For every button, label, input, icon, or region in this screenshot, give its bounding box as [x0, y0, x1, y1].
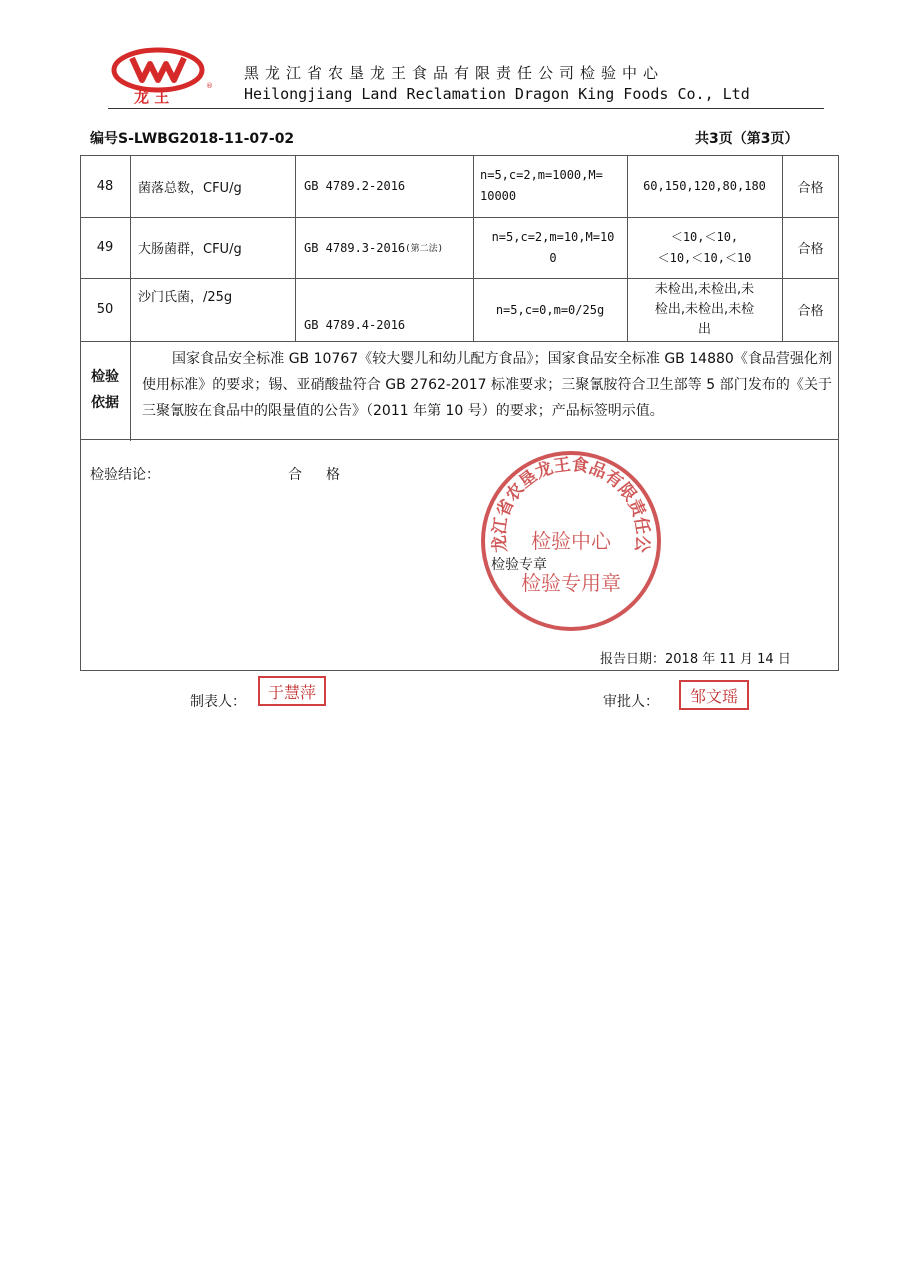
approver-signature-stamp: 邹文瑶 [679, 680, 749, 710]
result-line: 检出,未检出,未检 [654, 302, 755, 317]
page-indicator: 共3页（第3页） [695, 131, 799, 147]
table-cell-standard: n=5,c=0,m=0/25g [495, 302, 605, 317]
table-divider [130, 155, 131, 441]
table-cell-method: GB 4789.2-2016 [304, 179, 406, 193]
conclusion-label: 检验结论： [90, 467, 160, 483]
basis-label-line: 检验 [91, 369, 119, 385]
table-cell-result [627, 279, 782, 341]
table-cell-method: GB 4789.4-2016 [304, 318, 406, 332]
table-cell-no: 50 [96, 302, 114, 317]
table-cell-method [304, 217, 472, 278]
table-cell-judgement: 合格 [797, 242, 824, 257]
basis-label [80, 341, 130, 439]
table-divider [80, 439, 839, 440]
table-cell-result [627, 220, 782, 276]
conclusion-value: 合格 [288, 467, 364, 483]
result-line: 未检出,未检出,未 [654, 282, 755, 297]
method-note: (第二法) [405, 244, 443, 254]
company-name-en: Heilongjiang Land Reclamation Dragon King Foods Co., Ltd [244, 85, 750, 103]
logo-graphic [108, 46, 218, 106]
approver-label: 审批人： [603, 694, 659, 710]
svg-text:®: ® [206, 82, 213, 90]
table-cell-result: 60,150,120,80,180 [643, 179, 766, 193]
standard-line: 10000 [480, 189, 517, 203]
result-line: ＜10,＜10,＜10 [657, 251, 752, 265]
table-cell-judgement: 合格 [797, 304, 824, 319]
seal-inner-line: 检验专用章 [521, 571, 621, 595]
standard-line: n=5,c=2,m=1000,M= [480, 168, 603, 182]
table-cell-standard [480, 162, 626, 210]
inspection-seal [478, 448, 664, 634]
table-cell-standard [480, 224, 626, 272]
method-code: GB 4789.3-2016 [304, 240, 406, 255]
company-name-cn: 黑龙江省农垦龙王食品有限责任公司检验中心 [244, 64, 665, 82]
preparer-signature-stamp: 于慧萍 [258, 676, 326, 706]
table-cell-item: 沙门氏菌，/25g [138, 289, 233, 305]
report-number: 编号S-LWBG2018-11-07-02 [90, 131, 295, 147]
seal-inner-line: 检验中心 [531, 529, 611, 553]
company-logo [108, 46, 218, 106]
table-divider [80, 341, 839, 342]
preparer-label: 制表人： [190, 694, 246, 710]
standard-line: 0 [549, 251, 557, 265]
table-cell-item: 菌落总数，CFU/g [138, 180, 242, 196]
result-line: 出 [697, 322, 711, 337]
table-cell-item: 大肠菌群，CFU/g [138, 242, 242, 257]
table-cell-no: 49 [96, 240, 114, 255]
result-line: ＜10,＜10, [670, 230, 739, 244]
seal-outer-text: 龙江省农垦龙王食品有限责任公 [489, 454, 653, 554]
stamp-caption: 检验专章 [491, 557, 547, 573]
standard-line: n=5,c=2,m=10,M=10 [491, 230, 615, 244]
header-divider [108, 108, 824, 109]
logo-text: 龙 王 [134, 88, 170, 106]
table-cell-no: 48 [96, 178, 114, 194]
seal-graphic [478, 448, 664, 634]
table-cell-judgement: 合格 [797, 180, 824, 196]
table-divider [295, 155, 296, 341]
report-date: 报告日期：2018 年 11 月 14 日 [600, 652, 791, 667]
basis-text: 国家食品安全标准 GB 10767《较大婴儿和幼儿配方食品》；国家食品安全标准 GB 14880《食品营强化剂使用标准》的要求；锡、亚硝酸盐符合 GB 2762-2017 标准要求；三聚氰胺符合卫生部等 5 部门发布的《关于三聚氰胺在食品中的限量值的公告》（2011 年第 10 号）的要求；产品标签明示值。 [142, 351, 832, 419]
basis-label-line: 依据 [91, 395, 119, 411]
